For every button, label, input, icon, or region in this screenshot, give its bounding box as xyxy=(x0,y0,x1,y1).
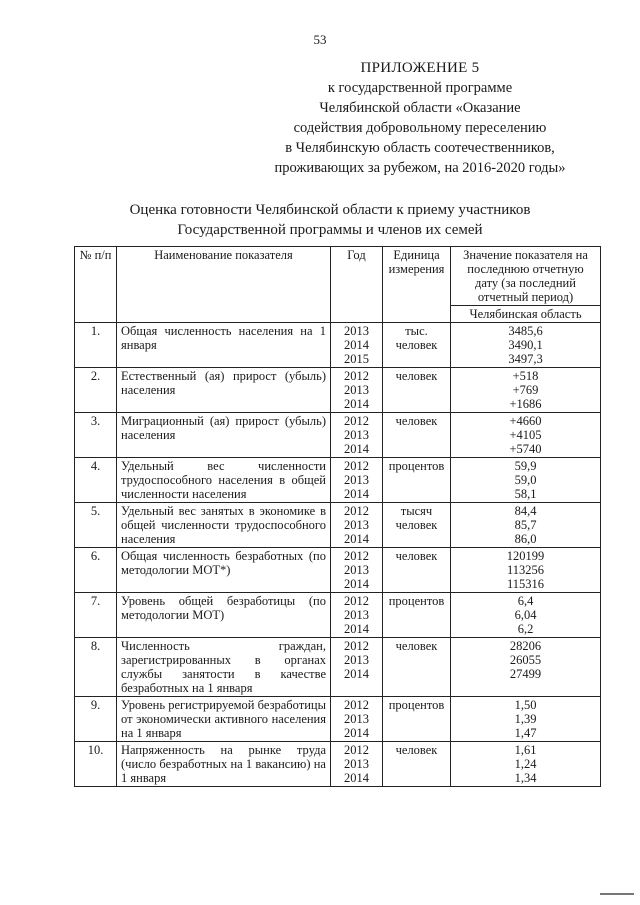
row-name: Естественный (ая) прирост (убыль) населения xyxy=(117,368,331,413)
row-name: Удельный вес численности трудоспособного населения в общей численности населения xyxy=(117,458,331,503)
row-values: 120199 113256 115316 xyxy=(451,548,601,593)
margin-mark xyxy=(600,893,634,895)
row-name: Общая численность населения на 1 января xyxy=(117,323,331,368)
row-unit: человек xyxy=(383,638,451,697)
row-values: +518 +769 +1686 xyxy=(451,368,601,413)
table-row xyxy=(75,368,601,413)
row-values: 3485,6 3490,1 3497,3 xyxy=(451,323,601,368)
row-values: 6,4 6,04 6,2 xyxy=(451,593,601,638)
row-unit: человек xyxy=(383,742,451,787)
header-region: Челябинская область xyxy=(451,306,601,323)
row-num: 3. xyxy=(75,413,117,458)
row-unit: тысяч человек xyxy=(383,503,451,548)
appendix-block xyxy=(255,58,585,178)
row-name: Напряженность на рынке труда (число безработных на 1 вакансию) на 1 января xyxy=(117,742,331,787)
row-num: 10. xyxy=(75,742,117,787)
row-unit: тыс. человек xyxy=(383,323,451,368)
row-name: Численность граждан, зарегистрированных в органах службы занятости в качестве безработных на 1 января xyxy=(117,638,331,697)
table-row xyxy=(75,323,601,368)
table-row xyxy=(75,697,601,742)
row-unit: человек xyxy=(383,368,451,413)
appendix-title: ПРИЛОЖЕНИЕ 5 xyxy=(360,60,480,76)
table-row xyxy=(75,548,601,593)
page-number: 53 xyxy=(313,32,327,47)
table-row xyxy=(75,593,601,638)
row-name: Общая численность безработных (по методологии МОТ*) xyxy=(117,548,331,593)
row-name: Миграционный (ая) прирост (убыль) населения xyxy=(117,413,331,458)
row-years: 2012 2013 2014 xyxy=(331,503,383,548)
appendix-line: к государственной программе xyxy=(327,80,513,96)
heading-line-1: Оценка готовности Челябинской области к приему участников xyxy=(129,202,531,218)
table-row xyxy=(75,742,601,787)
appendix-line: проживающих за рубежом, на 2016-2020 годы» xyxy=(274,160,566,176)
appendix-line: в Челябинскую область соотечественников, xyxy=(285,140,555,156)
row-name: Уровень общей безработицы (по методологии МОТ) xyxy=(117,593,331,638)
row-num: 2. xyxy=(75,368,117,413)
table-heading xyxy=(60,200,600,240)
row-values: 28206 26055 27499 xyxy=(451,638,601,697)
row-num: 7. xyxy=(75,593,117,638)
row-values: 1,61 1,24 1,34 xyxy=(451,742,601,787)
row-values: +4660 +4105 +5740 xyxy=(451,413,601,458)
table-row xyxy=(75,503,601,548)
header-num: № п/п xyxy=(75,247,117,323)
table-header-row xyxy=(75,247,601,306)
appendix-line: Челябинской области «Оказание xyxy=(319,100,521,116)
table-row xyxy=(75,638,601,697)
header-unit: Единица измерения xyxy=(383,247,451,323)
header-value: Значение показателя на последнюю отчетную дату (за последний отчетный период) xyxy=(451,247,601,306)
row-years: 2012 2013 2014 xyxy=(331,368,383,413)
row-years: 2012 2013 2014 xyxy=(331,458,383,503)
row-num: 8. xyxy=(75,638,117,697)
row-years: 2013 2014 2015 xyxy=(331,323,383,368)
row-num: 4. xyxy=(75,458,117,503)
table-row xyxy=(75,458,601,503)
appendix-line: содействия добровольному переселению xyxy=(293,120,547,136)
table-row xyxy=(75,413,601,458)
row-years: 2012 2013 2014 xyxy=(331,593,383,638)
row-years: 2012 2013 2014 xyxy=(331,548,383,593)
row-unit: процентов xyxy=(383,593,451,638)
row-name: Уровень регистрируемой безработицы от экономически активного населения на 1 января xyxy=(117,697,331,742)
row-num: 5. xyxy=(75,503,117,548)
row-unit: человек xyxy=(383,548,451,593)
row-name: Удельный вес занятых в экономике в общей численности трудоспособного населения xyxy=(117,503,331,548)
row-num: 6. xyxy=(75,548,117,593)
row-num: 9. xyxy=(75,697,117,742)
row-values: 59,9 59,0 58,1 xyxy=(451,458,601,503)
row-values: 1,50 1,39 1,47 xyxy=(451,697,601,742)
heading-line-2: Государственной программы и членов их семей xyxy=(177,222,483,238)
row-unit: человек xyxy=(383,413,451,458)
row-values: 84,4 85,7 86,0 xyxy=(451,503,601,548)
row-years: 2012 2013 2014 xyxy=(331,697,383,742)
row-num: 1. xyxy=(75,323,117,368)
row-years: 2012 2013 2014 xyxy=(331,638,383,697)
indicators-table xyxy=(74,246,601,787)
row-years: 2012 2013 2014 xyxy=(331,742,383,787)
header-year: Год xyxy=(331,247,383,323)
row-unit: процентов xyxy=(383,697,451,742)
header-name: Наименование показателя xyxy=(117,247,331,323)
row-years: 2012 2013 2014 xyxy=(331,413,383,458)
row-unit: процентов xyxy=(383,458,451,503)
